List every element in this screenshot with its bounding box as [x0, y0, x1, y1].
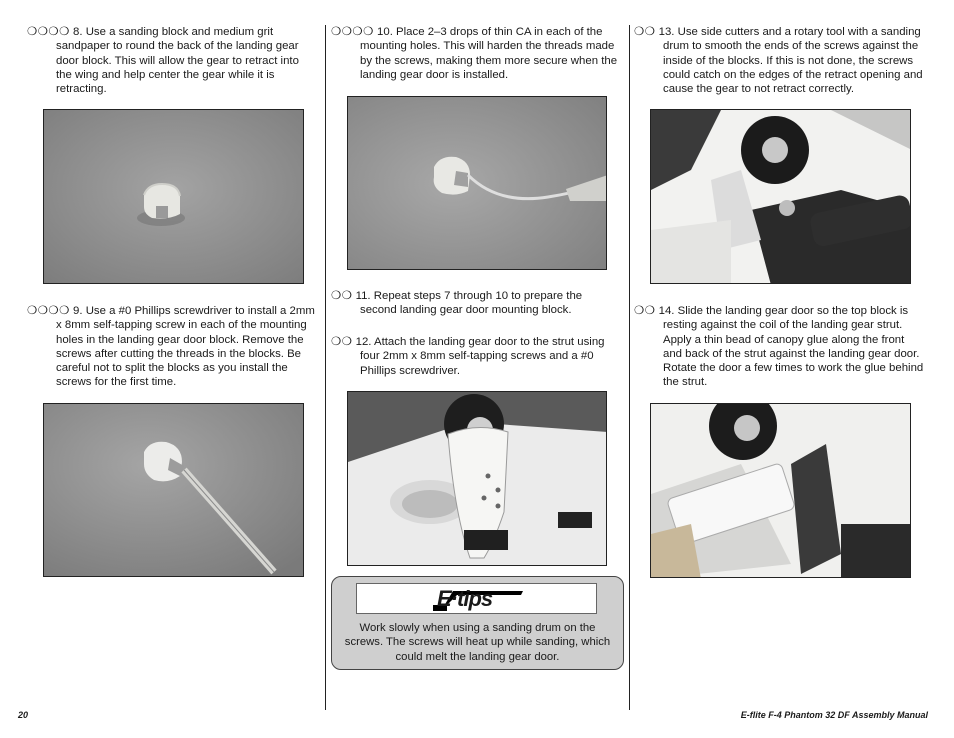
etips-logo: E·tips [437, 586, 493, 611]
step-text: Slide the landing gear door so the top block is resting against the coil of the landing gear strut. Apply a thin bead of canopy glue along the front and back of the strut against the landing gear door. Rotate the door a few times to work the glue behind the strut. [663, 305, 924, 389]
etips-text: Work slowly when using a sanding drum on the screws. The screws will heat up while sanding, which could melt the landing gear door. [344, 622, 611, 663]
step-text: Place 2–3 drops of thin CA in each of the mounting holes. This will harden the threads made by the screws, making them more secure when the landing gear door is installed. [360, 26, 618, 81]
checkbox-markers[interactable]: ❍❍ [634, 305, 656, 317]
photo-sanded-block [43, 109, 304, 284]
step-text: Attach the landing gear door to the strut using four 2mm x 8mm self-tapping screws and a #0 Phillips screwdriver. [360, 336, 605, 377]
manual-title: E-flite F-4 Phantom 32 DF Assembly Manual [740, 710, 928, 720]
column-divider-left [325, 25, 326, 710]
step-8 [27, 25, 305, 96]
step-10 [331, 25, 621, 82]
step-14 [634, 304, 926, 390]
photo-gear-door-attached [347, 391, 607, 566]
page-number: 20 [18, 710, 29, 720]
photo-canopy-glue [650, 403, 911, 578]
checkbox-markers[interactable]: ❍❍❍❍ [27, 305, 70, 317]
column-divider-right [629, 25, 630, 710]
photo-rotary-tool [650, 109, 911, 284]
checkbox-markers[interactable]: ❍❍❍❍ [331, 26, 374, 38]
checkbox-markers[interactable]: ❍❍ [331, 290, 353, 302]
step-text: Use side cutters and a rotary tool with a sanding drum to smooth the ends of the screws against the inside of the blocks. If this is not done, the screws could catch on the edges of the retract opening and cause the gear to not retract correctly. [663, 26, 923, 96]
step-number: 12. [355, 336, 372, 348]
checkbox-markers[interactable]: ❍❍ [634, 26, 656, 38]
step-11 [331, 289, 621, 318]
step-13 [634, 25, 930, 96]
checkbox-markers[interactable]: ❍❍❍❍ [27, 26, 70, 38]
step-9 [27, 304, 317, 390]
etips-box [331, 576, 624, 670]
photo-screwdriver-block [43, 403, 304, 577]
step-number: 9. [73, 305, 83, 317]
step-number: 10. [377, 26, 393, 38]
step-text: Use a sanding block and medium grit sandpaper to round the back of the landing gear door block. This will allow the gear to retract into the wing and help center the gear while it is retracting. [56, 26, 299, 96]
step-number: 13. [658, 26, 675, 38]
step-text: Repeat steps 7 through 10 to prepare the second landing gear door mounting block. [360, 290, 583, 317]
step-number: 8. [73, 26, 83, 38]
checkbox-markers[interactable]: ❍❍ [331, 336, 353, 348]
photo-ca-glue-block [347, 96, 607, 270]
etips-header [356, 583, 597, 614]
step-text: Use a #0 Phillips screwdriver to install a 2mm x 8mm self-tapping screw in each of the mounting holes in the landing gear door block. Remove the screws after cutting the threads in the blocks. Be careful not to split the blocks as you install the screws for the first time. [56, 305, 315, 389]
step-number: 14. [658, 305, 675, 317]
step-12 [331, 335, 621, 378]
step-number: 11. [355, 290, 371, 302]
